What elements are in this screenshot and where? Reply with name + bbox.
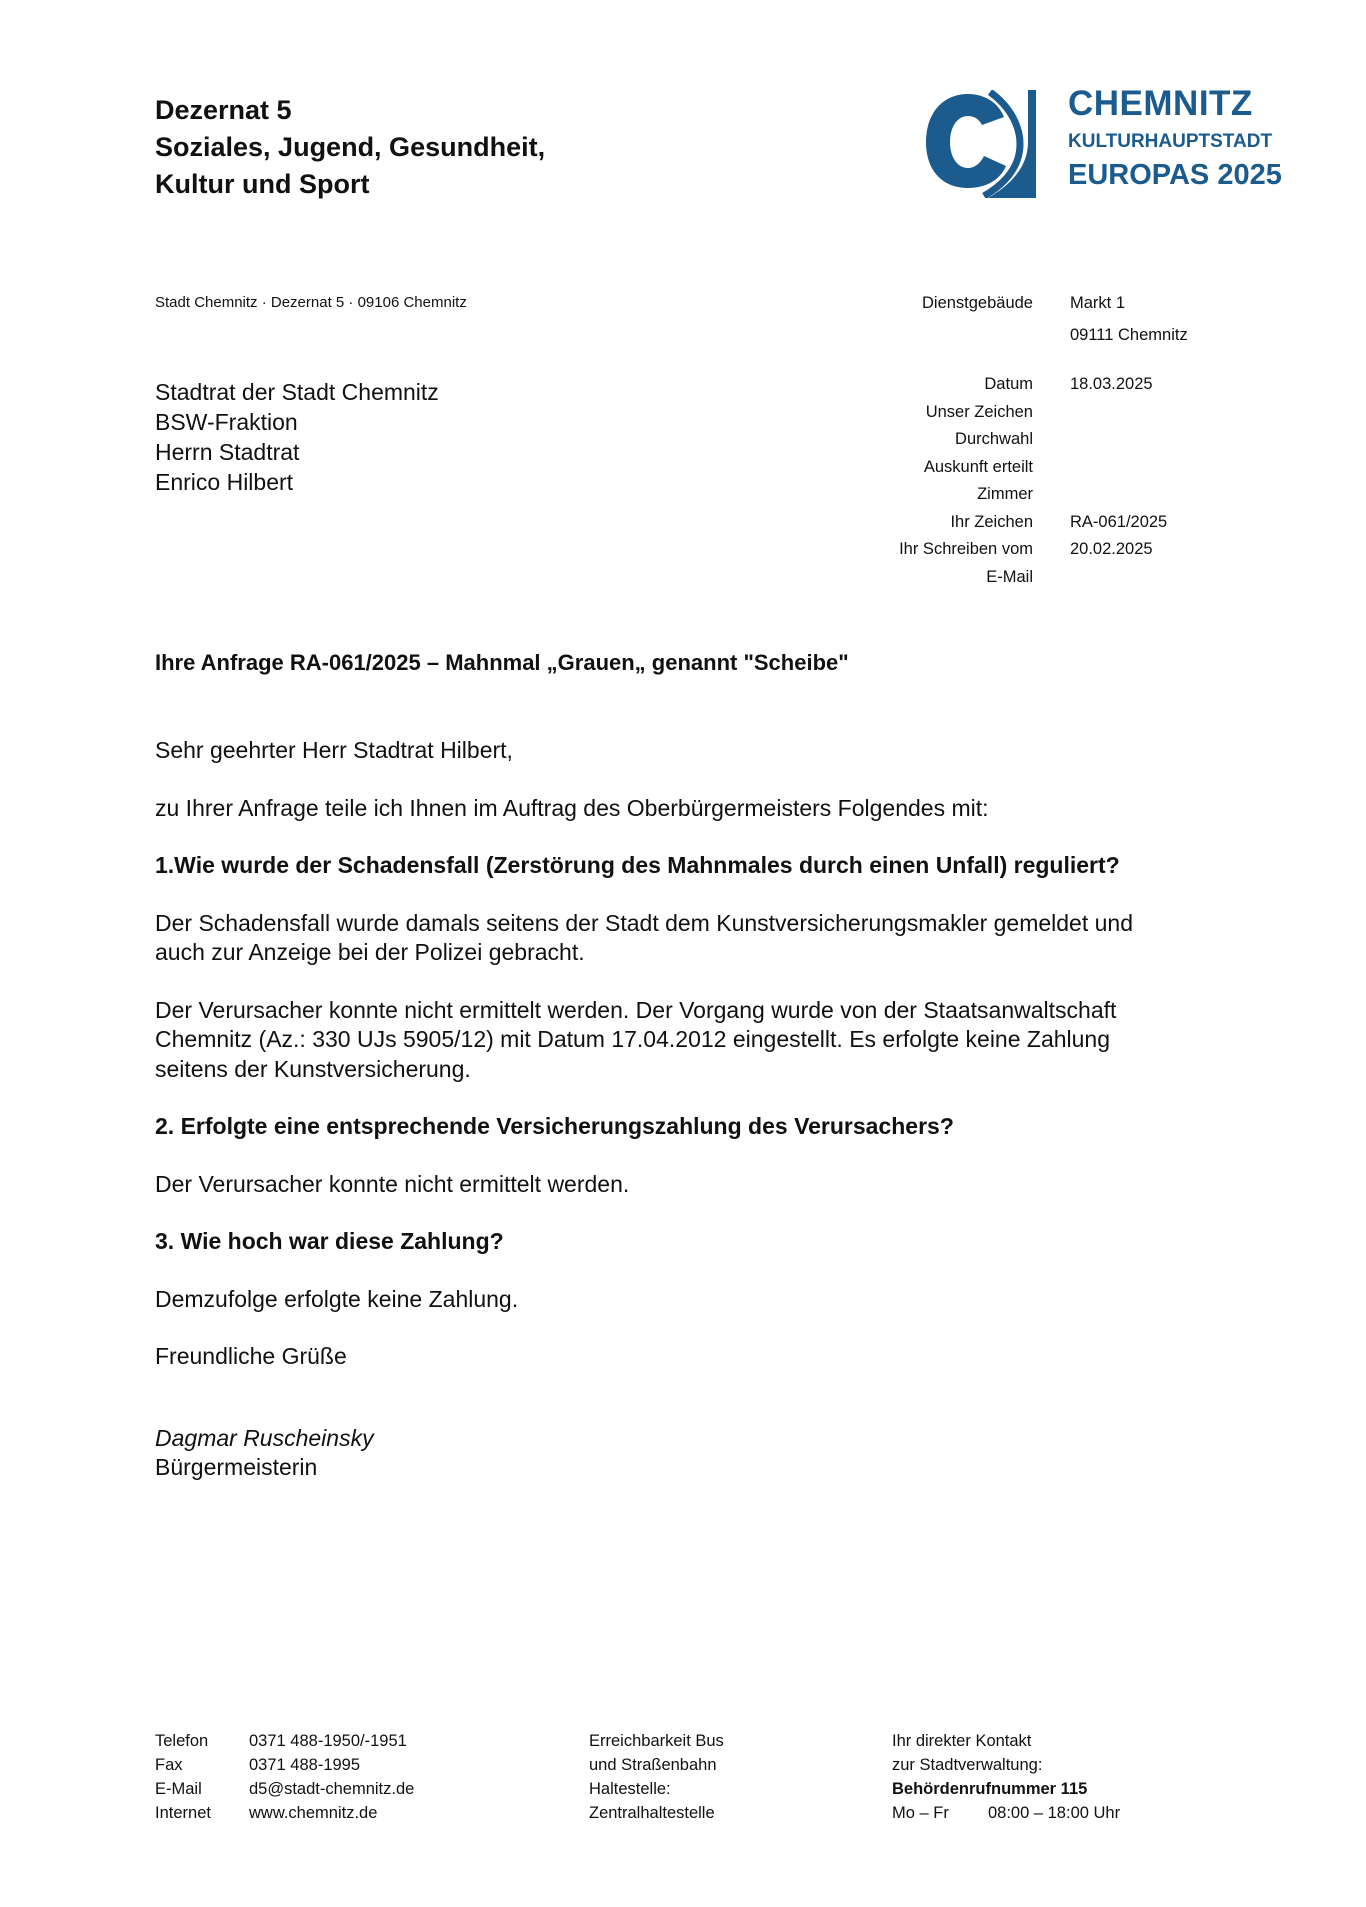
question-1: 1.Wie wurde der Schadensfall (Zerstörung des Mahnmales durch einen Unfall) reguliert? xyxy=(155,852,1120,878)
info-row xyxy=(860,564,1188,592)
answer-3: Demzufolge erfolgte keine Zahlung. xyxy=(155,1285,519,1312)
transit-line: Zentralhaltestelle xyxy=(589,1804,715,1822)
fax-number: 0371 488-1995 xyxy=(249,1756,361,1774)
letter-subject: Ihre Anfrage RA-061/2025 – Mahnmal „Grauen„ genannt "Scheibe" xyxy=(155,650,849,675)
text-line: Der Schadensfall wurde damals seitens der Stadt dem Kunstversicherungsmakler gemeldet und xyxy=(155,909,1134,936)
department-line: Kultur und Sport xyxy=(155,169,370,199)
info-row-address xyxy=(860,322,1188,350)
info-value: 09111 Chemnitz xyxy=(1070,325,1188,344)
info-row xyxy=(860,371,1188,399)
department-line: Dezernat 5 xyxy=(155,95,292,125)
info-label: Ihr Schreiben vom xyxy=(899,540,1033,558)
text-line: seitens der Kunstversicherung. xyxy=(155,1055,471,1082)
footer-contact-row xyxy=(155,1753,414,1777)
letter-body xyxy=(155,736,1255,1483)
transit-line: und Straßenbahn xyxy=(589,1756,717,1774)
footer-contact-row xyxy=(155,1729,414,1753)
logo-subtitle: KULTURHAUPTSTADT xyxy=(1068,131,1273,152)
transit-line: Haltestelle: xyxy=(589,1780,671,1798)
info-value: Markt 1 xyxy=(1070,294,1126,312)
department-line: Soziales, Jugend, Gesundheit, xyxy=(155,132,546,162)
closing: Freundliche Grüße xyxy=(155,1343,347,1369)
info-row-dienstgebaeude xyxy=(860,290,1188,318)
answer-2: Der Verursacher konnte nicht ermittelt werden. xyxy=(155,1170,630,1197)
recipient-line: Herrn Stadtrat xyxy=(155,439,300,465)
info-value: RA-061/2025 xyxy=(1070,512,1168,531)
recipient-line: BSW-Fraktion xyxy=(155,409,298,435)
footer-label: E-Mail xyxy=(155,1780,202,1798)
chemnitz-c-logo-icon xyxy=(924,90,1036,198)
service-time: 08:00 – 18:00 Uhr xyxy=(988,1804,1121,1822)
footer-label: Internet xyxy=(155,1804,211,1822)
recipient-line: Enrico Hilbert xyxy=(155,469,294,495)
logo-year: EUROPAS 2025 xyxy=(1068,159,1282,191)
info-label: Ihr Zeichen xyxy=(950,512,1033,531)
recipient-line: Stadtrat der Stadt Chemnitz xyxy=(155,379,439,405)
text-line: Chemnitz (Az.: 330 UJs 5905/12) mit Datum 17.04.2012 eingestellt. Es erfolgte keine Zahlung xyxy=(155,1026,1111,1052)
logo-city: CHEMNITZ xyxy=(1068,84,1253,123)
info-label: Dienstgebäude xyxy=(921,294,1033,312)
service-hours xyxy=(892,1801,1120,1825)
text-line: Der Verursacher konnte nicht ermittelt werden. Der Vorgang wurde von der Staatsanwaltschaft xyxy=(155,996,1117,1023)
info-row xyxy=(860,536,1188,564)
info-block xyxy=(860,290,1188,591)
info-value: 20.02.2025 xyxy=(1070,540,1153,558)
text-line: auch zur Anzeige bei der Polizei gebracht. xyxy=(155,939,585,965)
info-row xyxy=(860,481,1188,509)
info-label: Unser Zeichen xyxy=(925,402,1033,421)
footer-service xyxy=(892,1729,1120,1825)
answer-1-paragraph-1 xyxy=(155,909,1255,968)
signer-name: Dagmar Ruscheinsky xyxy=(155,1424,374,1451)
footer-label: Telefon xyxy=(155,1732,209,1750)
answer-1-paragraph-2 xyxy=(155,996,1255,1085)
transit-line: Erreichbarkeit Bus xyxy=(589,1732,724,1750)
service-line: zur Stadtverwaltung: xyxy=(892,1756,1043,1774)
email-link[interactable]: d5@stadt-chemnitz.de xyxy=(249,1780,415,1798)
signer-title: Bürgermeisterin xyxy=(155,1454,318,1480)
info-row xyxy=(860,399,1188,427)
sender-line: Stadt Chemnitz · Dezernat 5 · 09106 Chemnitz xyxy=(155,294,467,311)
intro-paragraph: zu Ihrer Anfrage teile ich Ihnen im Auftrag des Oberbürgermeisters Folgendes mit: xyxy=(155,794,989,821)
phone-number[interactable]: 0371 488-1950/-1951 xyxy=(249,1732,407,1750)
service-line: Ihr direkter Kontakt xyxy=(892,1732,1032,1750)
website-link[interactable]: www.chemnitz.de xyxy=(249,1804,378,1822)
question-3: 3. Wie hoch war diese Zahlung? xyxy=(155,1228,504,1254)
info-label: Durchwahl xyxy=(955,430,1033,448)
question-2: 2. Erfolgte eine entsprechende Versicherungszahlung des Verursachers? xyxy=(155,1113,954,1139)
footer-contact-row xyxy=(155,1777,414,1801)
department-heading xyxy=(155,92,545,203)
recipient-address xyxy=(155,377,439,497)
logo-wordmark xyxy=(1068,84,1282,192)
footer-contact xyxy=(155,1729,414,1825)
service-days: Mo – Fr xyxy=(892,1804,949,1822)
salutation: Sehr geehrter Herr Stadtrat Hilbert, xyxy=(155,737,513,763)
info-label: E-Mail xyxy=(986,567,1033,586)
footer-contact-row xyxy=(155,1801,414,1825)
info-label: Zimmer xyxy=(977,485,1033,503)
footer-transit xyxy=(589,1729,724,1825)
info-value: 18.03.2025 xyxy=(1070,375,1153,393)
info-label: Datum xyxy=(984,375,1033,393)
footer-label: Fax xyxy=(155,1756,183,1774)
service-hotline: Behördenrufnummer 115 xyxy=(892,1780,1088,1798)
info-row xyxy=(860,509,1188,537)
info-label: Auskunft erteilt xyxy=(923,457,1033,476)
info-row xyxy=(860,454,1188,482)
info-row xyxy=(860,426,1188,454)
